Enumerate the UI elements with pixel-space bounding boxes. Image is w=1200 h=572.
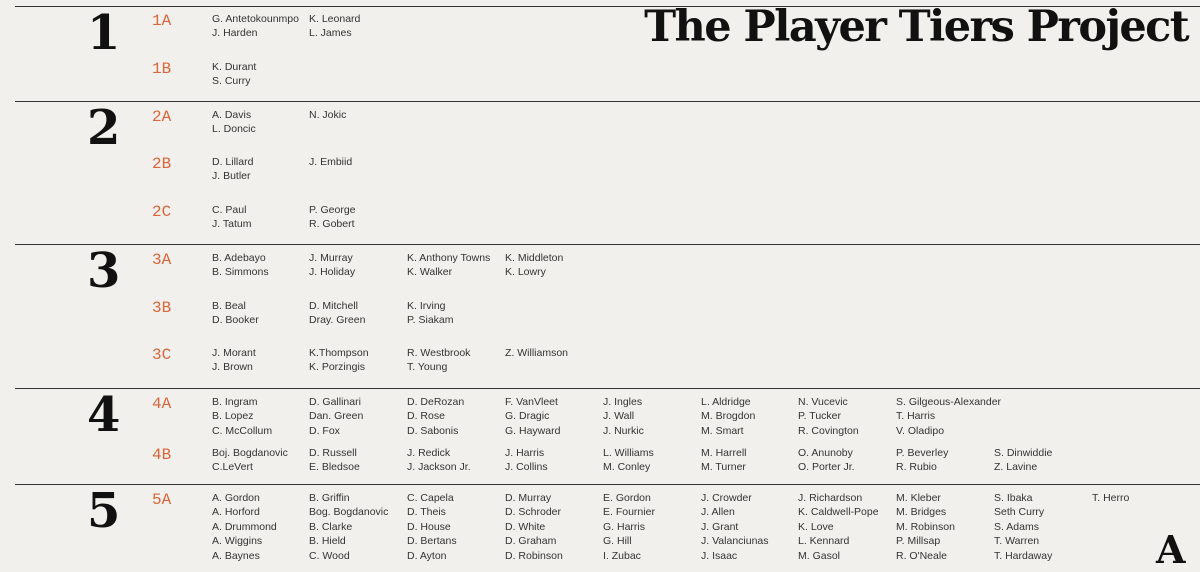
player-name: B. Ingram <box>212 396 258 408</box>
player-column <box>505 251 563 280</box>
player-name: J. Murray <box>309 252 353 264</box>
subtier-label: 3C <box>152 346 172 364</box>
player-name: A. Wiggins <box>212 535 263 548</box>
player-column <box>505 346 568 360</box>
subtier-label: 4A <box>152 395 172 413</box>
player-name: R. O'Neale <box>896 549 948 562</box>
player-name: K. Love <box>798 520 834 533</box>
player-name: E. Bledsoe <box>309 461 360 474</box>
player-column <box>505 395 560 438</box>
player-name: J. Ingles <box>603 396 643 408</box>
player-name: M. Harrell <box>701 447 747 459</box>
player-column <box>212 346 256 375</box>
player-name: J. Harden <box>212 27 258 40</box>
player-name: M. Bridges <box>896 506 947 519</box>
player-name: T. Young <box>407 361 448 374</box>
player-name: Dan. Green <box>309 410 364 423</box>
player-name: D. Booker <box>212 314 259 327</box>
player-name: E. Gordon <box>603 492 651 504</box>
player-name: J. Redick <box>407 447 451 459</box>
player-name: D. DeRozan <box>407 396 465 408</box>
subtier-label: 3B <box>152 299 172 317</box>
player-column <box>212 446 288 475</box>
player-column <box>603 491 655 563</box>
player-name: S. Dinwiddie <box>994 447 1053 459</box>
subtier-label: 1B <box>152 60 172 78</box>
subtier-label: 2B <box>152 155 172 173</box>
player-column <box>212 60 256 89</box>
player-name: T. Hardaway <box>994 549 1053 562</box>
player-name: P. Siakam <box>407 314 454 327</box>
player-name: J. Allen <box>701 506 735 519</box>
player-column <box>309 395 363 438</box>
tier-2 <box>15 101 1200 244</box>
player-column <box>212 491 277 563</box>
player-name: S. Ibaka <box>994 492 1033 504</box>
player-name: D. Graham <box>505 535 557 548</box>
tier-number: 1 <box>87 5 121 61</box>
player-name: L. Aldridge <box>701 396 751 408</box>
player-name: P. Beverley <box>896 447 949 459</box>
player-name: J. Harris <box>505 447 545 459</box>
player-name: D. Mitchell <box>309 300 359 312</box>
player-column <box>309 108 346 122</box>
player-column <box>309 203 356 232</box>
player-name: C. McCollum <box>212 424 273 437</box>
player-name: O. Anunoby <box>798 447 853 459</box>
player-name: F. VanVleet <box>505 396 558 408</box>
player-name: I. Zubac <box>603 549 641 562</box>
player-column <box>309 446 360 475</box>
player-name: D. Robinson <box>505 549 563 562</box>
player-name: P. Tucker <box>798 410 841 423</box>
player-name: K. Anthony Towns <box>407 252 491 264</box>
player-name: P. George <box>309 204 356 216</box>
player-column <box>212 155 253 184</box>
player-name: K. Caldwell-Pope <box>798 506 879 519</box>
player-name: J. Tatum <box>212 218 252 231</box>
player-name: K. Walker <box>407 266 453 279</box>
player-name: S. Adams <box>994 520 1039 533</box>
player-name: R. Rubio <box>896 461 937 474</box>
player-name: D. Sabonis <box>407 424 459 437</box>
player-name: L. James <box>309 27 352 40</box>
player-column <box>994 491 1052 563</box>
player-name: J. Jackson Jr. <box>407 461 471 474</box>
player-name: J. Embiid <box>309 156 353 168</box>
player-column <box>212 12 299 41</box>
player-name: A. Gordon <box>212 492 260 504</box>
player-column <box>309 491 388 563</box>
player-name: D. Rose <box>407 410 445 423</box>
player-name: Bog. Bogdanovic <box>309 506 389 519</box>
player-column <box>407 491 457 563</box>
player-column <box>212 251 269 280</box>
player-name: C.LeVert <box>212 461 253 474</box>
player-name: D. Murray <box>505 492 552 504</box>
player-name: D. Gallinari <box>309 396 361 408</box>
player-column <box>505 446 548 475</box>
player-name: D. Russell <box>309 447 357 459</box>
player-column <box>407 251 490 280</box>
player-name: T. Herro <box>1092 492 1130 504</box>
player-name: J. Isaac <box>701 549 738 562</box>
player-name: A. Horford <box>212 506 260 519</box>
player-name: A. Baynes <box>212 549 260 562</box>
player-name: J. Holiday <box>309 266 356 279</box>
player-name: Seth Curry <box>994 506 1045 519</box>
player-name: G. Hill <box>603 535 632 548</box>
subtier-label: 2A <box>152 108 172 126</box>
player-name: A. Davis <box>212 109 252 121</box>
player-column <box>603 395 644 438</box>
player-name: Dray. Green <box>309 314 366 327</box>
player-name: M. Conley <box>603 461 651 474</box>
player-name: G. Dragic <box>505 410 550 423</box>
player-name: J. Richardson <box>798 492 863 504</box>
player-name: B. Simmons <box>212 266 269 279</box>
player-column <box>407 346 470 375</box>
player-name: K.Thompson <box>309 347 369 359</box>
player-name: M. Gasol <box>798 549 841 562</box>
athletic-logo: A <box>1156 527 1186 572</box>
subtier-label: 4B <box>152 446 172 464</box>
tier-1 <box>15 6 1200 101</box>
player-column <box>309 299 365 328</box>
player-name: B. Griffin <box>309 492 350 504</box>
page-title: The Player Tiers Project <box>644 2 1188 52</box>
player-name: P. Millsap <box>896 535 941 548</box>
player-name: G. Hayward <box>505 424 561 437</box>
player-name: B. Lopez <box>212 410 254 423</box>
player-name: D. Theis <box>407 506 446 519</box>
player-column <box>798 395 859 438</box>
player-name: J. Brown <box>212 361 253 374</box>
player-column <box>407 446 471 475</box>
subtier-label: 5A <box>152 491 172 509</box>
player-column <box>1092 491 1129 505</box>
player-name: B. Adebayo <box>212 252 266 264</box>
player-column <box>309 251 355 280</box>
player-name: O. Porter Jr. <box>798 461 855 474</box>
tier-4 <box>15 388 1200 484</box>
player-name: D. White <box>505 520 546 533</box>
player-name: D. Ayton <box>407 549 447 562</box>
player-column <box>896 395 1001 438</box>
player-name: T. Harris <box>896 410 936 423</box>
player-column <box>309 346 369 375</box>
player-column <box>309 155 352 169</box>
player-name: K. Durant <box>212 61 257 73</box>
player-name: D. Schroder <box>505 506 562 519</box>
player-column <box>798 446 855 475</box>
tier-3 <box>15 244 1200 388</box>
player-column <box>896 446 948 475</box>
player-name: D. Bertans <box>407 535 457 548</box>
player-name: K. Porzingis <box>309 361 366 374</box>
player-name: M. Robinson <box>896 520 955 533</box>
player-name: B. Hield <box>309 535 346 548</box>
player-name: L. Kennard <box>798 535 850 548</box>
player-column <box>309 12 360 41</box>
player-column <box>798 491 879 563</box>
player-name: M. Kleber <box>896 492 941 504</box>
player-name: Z. Williamson <box>505 347 569 359</box>
tier-number: 3 <box>87 243 121 299</box>
player-name: R. Covington <box>798 424 859 437</box>
player-name: M. Smart <box>701 424 744 437</box>
player-column <box>994 446 1052 475</box>
player-name: A. Drummond <box>212 520 277 533</box>
player-name: B. Beal <box>212 300 246 312</box>
player-name: J. Butler <box>212 170 251 183</box>
subtier-label: 2C <box>152 203 172 221</box>
player-name: N. Vucevic <box>798 396 848 408</box>
player-name: R. Gobert <box>309 218 355 231</box>
tier-number: 5 <box>87 483 121 539</box>
player-name: S. Gilgeous-Alexander <box>896 396 1002 408</box>
player-name: S. Curry <box>212 75 251 88</box>
player-column <box>212 108 256 137</box>
player-name: D. Lillard <box>212 156 254 168</box>
tier-5 <box>15 484 1200 571</box>
player-name: B. Clarke <box>309 520 353 533</box>
player-name: C. Paul <box>212 204 247 216</box>
player-name: K. Lowry <box>505 266 546 279</box>
player-column <box>701 491 769 563</box>
player-name: J. Wall <box>603 410 635 423</box>
player-name: L. Doncic <box>212 123 256 136</box>
player-name: D. Fox <box>309 424 340 437</box>
player-name: C. Wood <box>309 549 350 562</box>
player-column <box>212 395 272 438</box>
player-name: Boj. Bogdanovic <box>212 447 288 459</box>
player-column <box>505 491 563 563</box>
player-column <box>701 446 747 475</box>
subtier-label: 3A <box>152 251 172 269</box>
player-name: V. Oladipo <box>896 424 945 437</box>
player-name: J. Nurkic <box>603 424 644 437</box>
player-column <box>212 203 252 232</box>
player-name: K. Middleton <box>505 252 564 264</box>
player-name: K. Irving <box>407 300 446 312</box>
player-name: J. Valanciunas <box>701 535 769 548</box>
player-column <box>896 491 955 563</box>
player-name: G. Antetokounmpo <box>212 13 299 25</box>
player-name: M. Brogdon <box>701 410 756 423</box>
player-name: C. Capela <box>407 492 454 504</box>
player-name: N. Jokic <box>309 109 347 121</box>
tier-number: 2 <box>87 100 121 156</box>
player-name: K. Leonard <box>309 13 361 25</box>
player-name: E. Fournier <box>603 506 655 519</box>
player-name: M. Turner <box>701 461 746 474</box>
player-column <box>603 446 654 475</box>
player-name: Z. Lavine <box>994 461 1038 474</box>
player-column <box>701 395 755 438</box>
player-name: L. Williams <box>603 447 654 459</box>
subtier-label: 1A <box>152 12 172 30</box>
player-name: R. Westbrook <box>407 347 471 359</box>
player-name: J. Crowder <box>701 492 752 504</box>
player-name: J. Grant <box>701 520 739 533</box>
player-column <box>407 395 464 438</box>
player-name: T. Warren <box>994 535 1040 548</box>
tier-number: 4 <box>87 387 121 443</box>
player-name: G. Harris <box>603 520 645 533</box>
player-name: J. Morant <box>212 347 256 359</box>
player-column <box>407 299 454 328</box>
player-name: J. Collins <box>505 461 548 474</box>
player-name: D. House <box>407 520 451 533</box>
player-column <box>212 299 259 328</box>
